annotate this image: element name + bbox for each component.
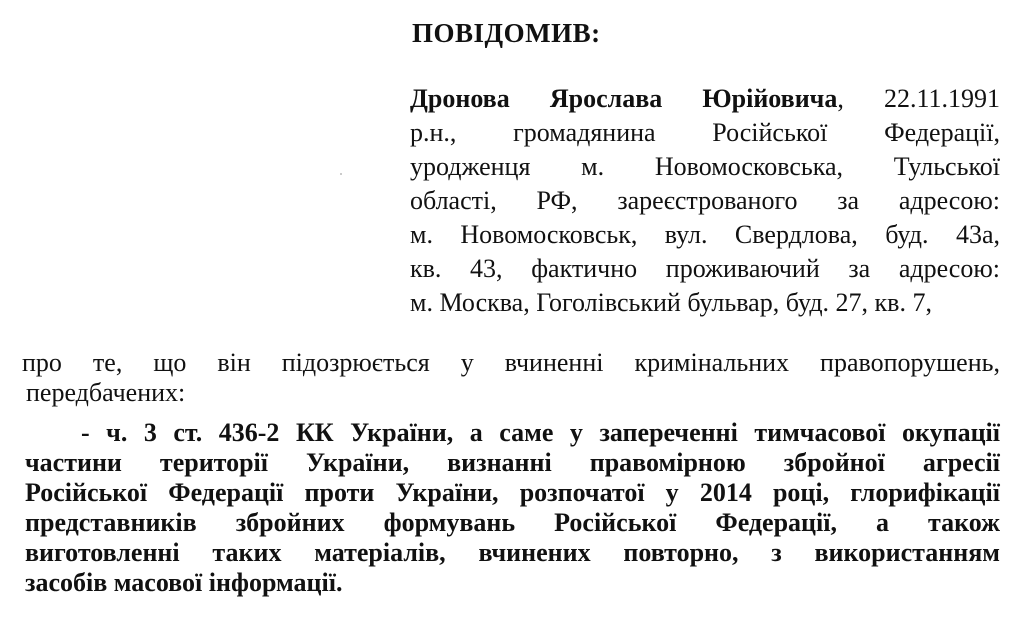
charge-description	[25, 418, 1000, 598]
scan-speck	[340, 173, 342, 175]
charge-line: частини території України, визнанні правомірною збройної агресії	[25, 448, 1000, 477]
suspect-details-line: області, РФ, зареєстрованого за адресою:	[410, 186, 1000, 215]
charge-line: засобів масової інформації.	[25, 568, 343, 597]
charge-line: виготовленні таких матеріалів, вчинених повторно, з використанням	[25, 538, 1000, 567]
suspect-name: Дронова Ярослава Юрійовича	[410, 84, 838, 113]
intro-line: про те, що він підозрюється у вчиненні кримінальних правопорушень,	[22, 348, 1000, 377]
charge-line: Російської Федерації проти України, розпочатої у 2014 році, глорифікації	[25, 478, 1000, 507]
charge-line: представників збройних формувань Російської Федерації, а також	[25, 508, 1000, 537]
suspicion-intro	[22, 348, 1000, 408]
suspect-details-block	[410, 82, 1000, 320]
suspect-details-line: кв. 43, фактично проживаючий за адресою:	[410, 254, 1000, 283]
intro-line: передбачених:	[26, 378, 186, 407]
suspect-name-line	[410, 82, 1000, 116]
suspect-details-line: уродженця м. Новомосковська, Тульської	[410, 152, 1000, 181]
suspect-details-line: м. Новомосковськ, вул. Свердлова, буд. 43а,	[410, 220, 1000, 249]
document-heading: ПОВІДОМИВ:	[412, 18, 601, 48]
suspect-details-line: р.н., громадянина Російської Федерації,	[410, 118, 1000, 147]
charge-line: - ч. 3 ст. 436-2 КК України, а саме у запереченні тимчасової окупації	[81, 418, 1000, 447]
suspect-birthdate: , 22.11.1991	[837, 84, 1000, 113]
suspect-details-line: м. Москва, Гоголівський бульвар, буд. 27, кв. 7,	[410, 288, 932, 317]
